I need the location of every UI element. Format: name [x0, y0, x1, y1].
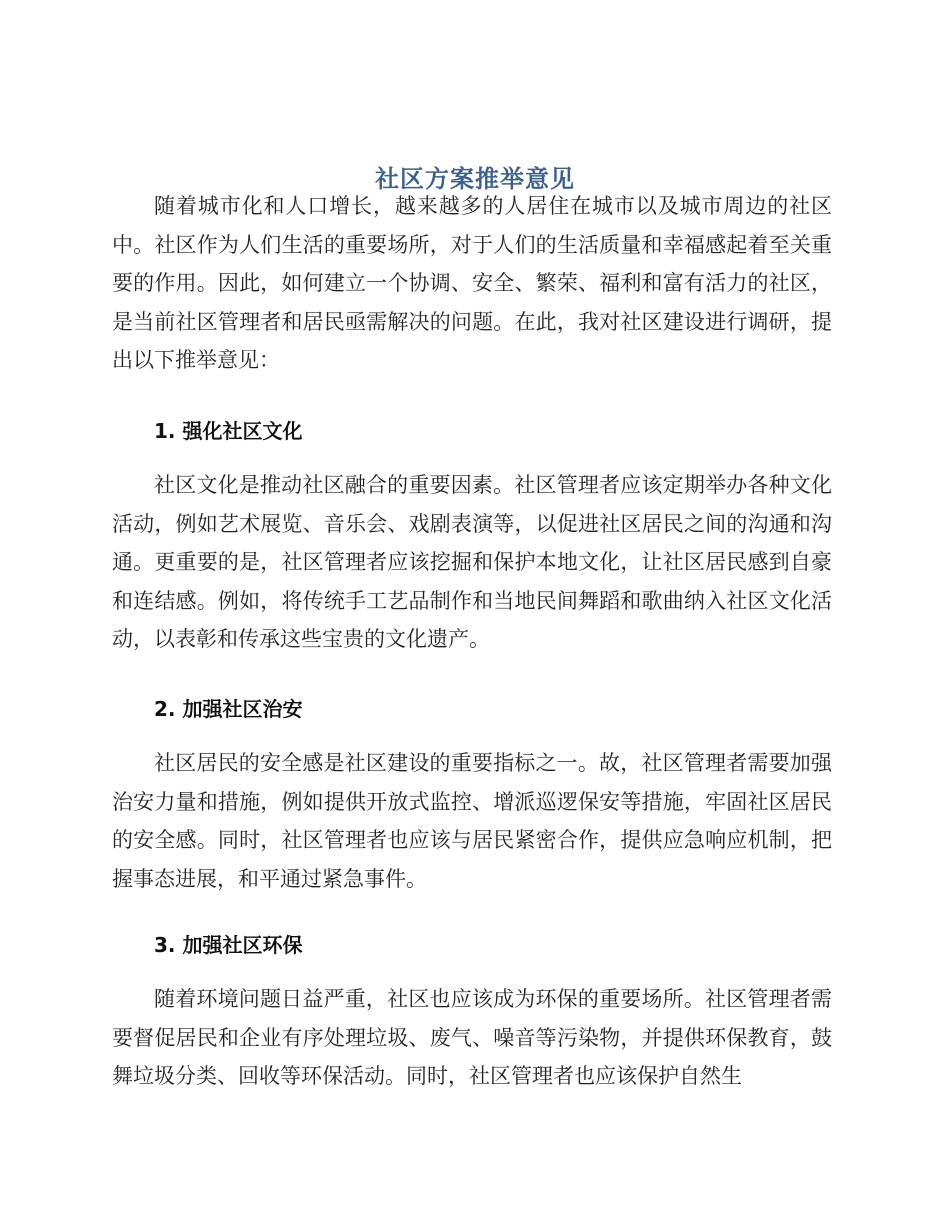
section-paragraph-culture: 社区文化是推动社区融合的重要因素。社区管理者应该定期举办各种文化活动，例如艺术展览、音乐会、戏剧表演等，以促进社区居民之间的沟通和沟通。更重要的是，社区管理者应该挖掘和保护本地文化，让社区居民感到自豪和连结感。例如，将传统手工艺品制作和当地民间舞蹈和歌曲纳入社区文化活动，以表彰和传承这些宝贵的文化遗产。	[112, 473, 832, 651]
section-heading-environment: 3. 加强社区环保	[154, 933, 303, 957]
section-paragraph-security: 社区居民的安全感是社区建设的重要指标之一。故，社区管理者需要加强治安力量和措施，例如提供开放式监控、增派巡逻保安等措施，牢固社区居民的安全感。同时，社区管理者也应该与居民紧密合作，提供应急响应机制，把握事态进展，和平通过紧急事件。	[112, 751, 832, 891]
section-heading-security: 2. 加强社区治安	[154, 697, 303, 721]
intro-paragraph: 随着城市化和人口增长，越来越多的人居住在城市以及城市周边的社区中。社区作为人们生活的重要场所，对于人们的生活质量和幸福感起着至关重要的作用。因此，如何建立一个协调、安全、繁荣、福利和富有活力的社区，是当前社区管理者和居民亟需解决的问题。在此，我对社区建设进行调研，提出以下推举意见：	[112, 194, 832, 372]
section-paragraph-environment: 随着环境问题日益严重，社区也应该成为环保的重要场所。社区管理者需要督促居民和企业有序处理垃圾、废气、噪音等污染物，并提供环保教育，鼓舞垃圾分类、回收等环保活动。同时，社区管理者也应该保护自然生	[112, 987, 832, 1088]
section-heading-culture: 1. 强化社区文化	[154, 419, 303, 443]
document-title: 社区方案推举意见	[375, 165, 575, 194]
